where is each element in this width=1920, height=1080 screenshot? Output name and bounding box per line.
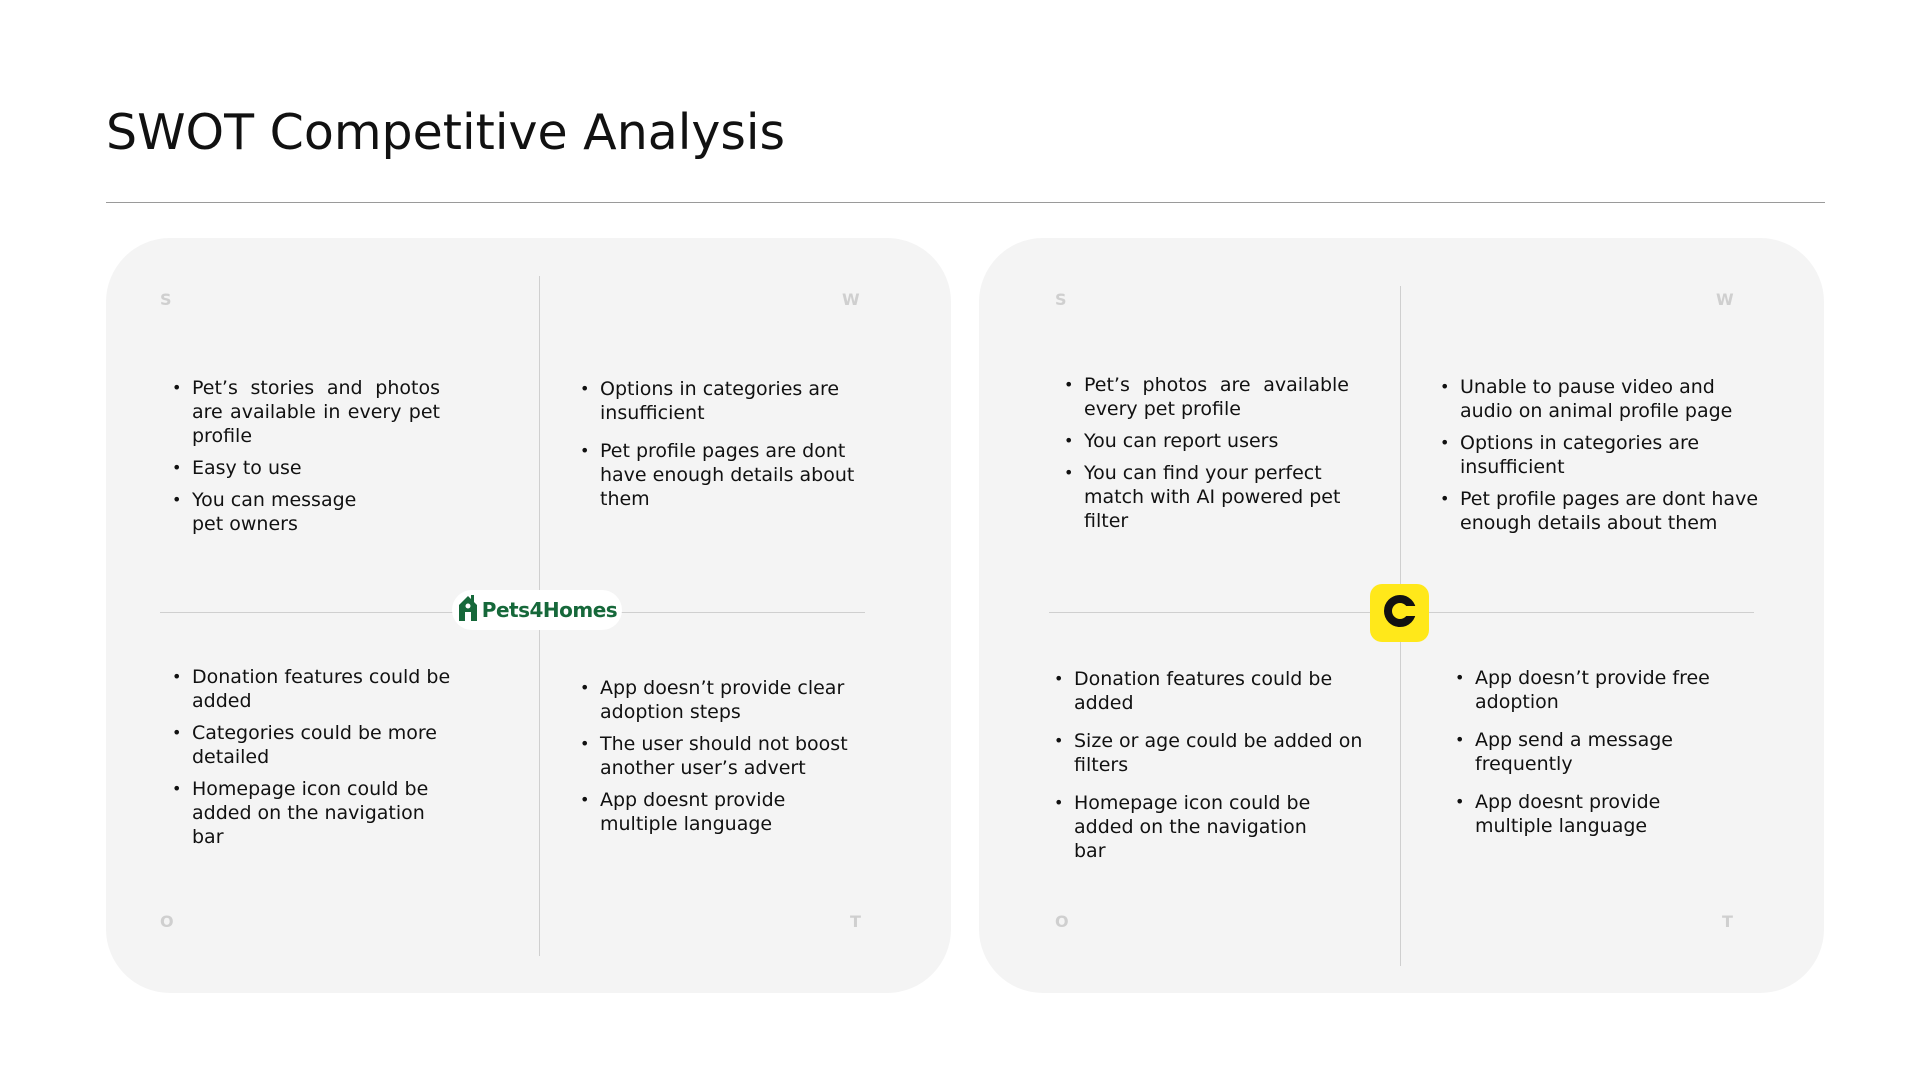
list-item: • Pet’s stories and photos are available in every pet profile xyxy=(172,376,440,448)
list-item: • Unable to pause video and audio on animal profile page xyxy=(1440,375,1750,423)
list-item: • Homepage icon could be added on the navigation bar xyxy=(172,777,442,849)
page-title: SWOT Competitive Analysis xyxy=(106,104,786,161)
list-item: • Pet profile pages are dont have enough details about them xyxy=(580,439,870,511)
weaknesses-letter: W xyxy=(842,290,860,309)
list-item: • App doesnt provide multiple language xyxy=(1455,790,1715,838)
threats-list xyxy=(1455,666,1755,852)
weaknesses-list xyxy=(1440,375,1760,543)
list-item: • App doesnt provide multiple language xyxy=(580,788,810,836)
strengths-list xyxy=(172,376,440,544)
threats-letter: T xyxy=(850,912,861,931)
weaknesses-list xyxy=(580,377,870,525)
strengths-letter: S xyxy=(1055,290,1067,309)
list-item: • Easy to use xyxy=(172,456,440,480)
opportunities-list xyxy=(172,665,457,857)
list-item: • Homepage icon could be added on the navigation bar xyxy=(1054,791,1334,863)
opportunities-letter: O xyxy=(160,912,174,931)
list-item: • App doesn’t provide free adoption xyxy=(1455,666,1745,714)
swot-card-pets4homes xyxy=(106,238,951,993)
list-item: • Pet profile pages are dont have enough details about them xyxy=(1440,487,1760,535)
logo-wordmark: Pets4Homes xyxy=(481,598,618,622)
list-item: • Pet’s photos are available every pet profile xyxy=(1064,373,1349,421)
opportunities-list xyxy=(1054,667,1374,877)
strengths-list xyxy=(1064,373,1349,541)
list-item: • Size or age could be added on filters xyxy=(1054,729,1374,777)
list-item: • Donation features could be added xyxy=(1054,667,1364,715)
list-item: • Donation features could be added xyxy=(172,665,457,713)
c-logo-icon xyxy=(1381,592,1419,634)
c-logo xyxy=(1370,584,1429,642)
list-item: • App doesn’t provide clear adoption steps xyxy=(580,676,860,724)
list-item: • The user should not boost another user’s advert xyxy=(580,732,860,780)
threats-letter: T xyxy=(1722,912,1733,931)
pet-house-icon xyxy=(457,593,479,627)
strengths-letter: S xyxy=(160,290,172,309)
weaknesses-letter: W xyxy=(1716,290,1734,309)
threats-list xyxy=(580,676,860,844)
opportunities-letter: O xyxy=(1055,912,1069,931)
title-divider xyxy=(106,202,1825,203)
swot-card-competitor xyxy=(979,238,1824,993)
list-item: • App send a message frequently xyxy=(1455,728,1705,776)
pets4homes-logo xyxy=(452,590,622,630)
list-item: • Categories could be more detailed xyxy=(172,721,457,769)
list-item: • You can find your perfect match with AI powered pet filter xyxy=(1064,461,1349,533)
list-item: • You can report users xyxy=(1064,429,1349,453)
list-item: • You can message pet owners xyxy=(172,488,362,536)
list-item: • Options in categories are insufficient xyxy=(1440,431,1730,479)
list-item: • Options in categories are insufficient xyxy=(580,377,850,425)
